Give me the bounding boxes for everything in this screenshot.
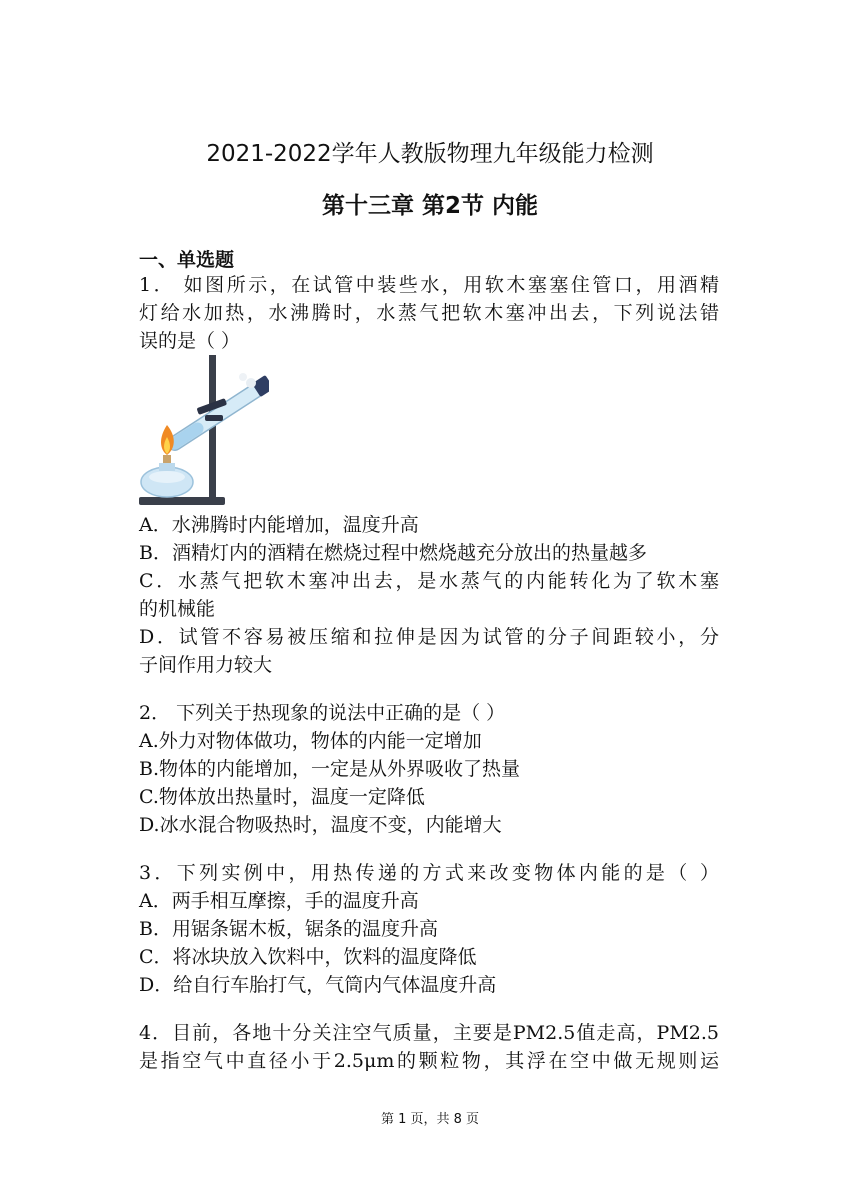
page-footer: 第 1 页，共 8 页 (380, 1112, 480, 1127)
q3-option-d: D．给自行车胎打气，气筒内气体温度升高 (139, 974, 497, 996)
q1-option-d-line-2: 子间作用力较大 (139, 654, 273, 676)
chapter-subtitle: 第十三章 第2节 内能 (321, 193, 539, 219)
q1-option-c-line-2: 的机械能 (139, 598, 216, 620)
q2-option-c: C.物体放出热量时，温度一定降低 (139, 786, 425, 808)
q2-option-d: D.冰水混合物吸热时，温度不变，内能增大 (139, 814, 502, 836)
q1-stem-line-1: 1． 如图所示，在试管中装些水，用软木塞塞住管口，用酒精 (139, 274, 719, 296)
q1-stem-line-3: 误的是（ ） (139, 330, 241, 352)
q2-option-a: A.外力对物体做功，物体的内能一定增加 (139, 730, 482, 752)
q4-line-1: 4．目前，各地十分关注空气质量，主要是PM2.5值走高，PM2.5 (139, 1022, 719, 1044)
test-tube-apparatus-icon (139, 355, 269, 510)
q1-option-a: A．水沸腾时内能增加，温度升高 (139, 514, 419, 536)
q1-option-b: B．酒精灯内的酒精在燃烧过程中燃烧越充分放出的热量越多 (139, 542, 647, 564)
q4-line-2: 是指空气中直径小于2.5μm的颗粒物，其浮在空中做无规则运 (139, 1050, 719, 1072)
document-title: 2021-2022学年人教版物理九年级能力检测 (206, 141, 654, 167)
q3-stem: 3．下列实例中，用热传递的方式来改变物体内能的是（ ） (139, 862, 719, 884)
q1-option-c-line-1: C．水蒸气把软木塞冲出去，是水蒸气的内能转化为了软木塞 (139, 570, 719, 592)
q1-option-d-line-1: D．试管不容易被压缩和拉伸是因为试管的分子间距较小，分 (139, 626, 719, 648)
section-heading: 一、单选题 (139, 249, 235, 271)
q1-stem-line-2: 灯给水加热，水沸腾时，水蒸气把软木塞冲出去，下列说法错 (139, 302, 719, 324)
q2-stem: 2． 下列关于热现象的说法中正确的是（ ） (139, 702, 506, 724)
q3-option-a: A．两手相互摩擦，手的温度升高 (139, 890, 419, 912)
q3-option-b: B．用锯条锯木板，锯条的温度升高 (139, 918, 438, 940)
q3-option-c: C．将冰块放入饮料中，饮料的温度降低 (139, 946, 477, 968)
q2-option-b: B.物体的内能增加，一定是从外界吸收了热量 (139, 758, 521, 780)
